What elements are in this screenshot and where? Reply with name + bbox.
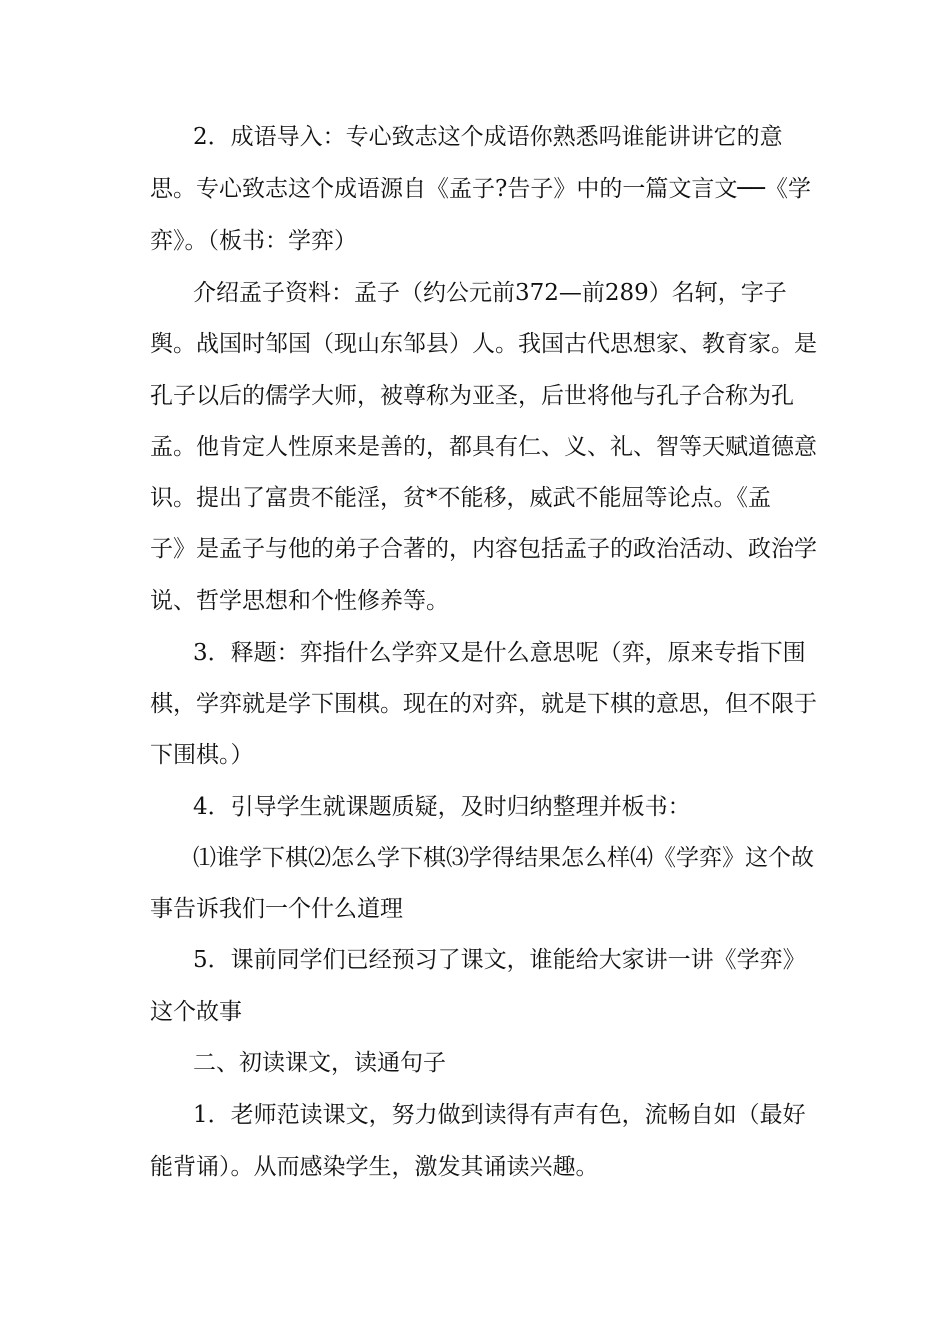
paragraph-line: 3．释题：弈指什么学弈又是什么意思呢（弈，原来专指下围 xyxy=(193,640,806,666)
paragraph-line: 说、哲学思想和个性修养等。 xyxy=(150,588,449,614)
paragraph-line: 识。提出了富贵不能淫，贫*不能移，威武不能屈等论点。《孟 xyxy=(150,485,771,511)
paragraph-line: 舆。战国时邹国（现山东邹县）人。我国古代思想家、教育家。是 xyxy=(150,331,817,357)
paragraph-line: 4．引导学生就课题质疑，及时归纳整理并板书： xyxy=(193,794,691,820)
paragraph-line: 5．课前同学们已经预习了课文，谁能给大家讲一讲《学弈》 xyxy=(193,947,806,973)
paragraph-line: 孟。他肯定人性原来是善的，都具有仁、义、礼、智等天赋道德意 xyxy=(150,434,817,460)
section-heading: 二、初读课文，读通句子 xyxy=(193,1050,446,1076)
paragraph-line: 子》是孟子与他的弟子合著的，内容包括孟子的政治活动、政治学 xyxy=(150,536,817,562)
paragraph-line: ⑴谁学下棋⑵怎么学下棋⑶学得结果怎么样⑷《学弈》这个故 xyxy=(193,845,814,871)
paragraph-line: 棋，学弈就是学下围棋。现在的对弈，就是下棋的意思，但不限于 xyxy=(150,691,817,717)
paragraph-line: 孔子以后的儒学大师，被尊称为亚圣，后世将他与孔子合称为孔 xyxy=(150,383,794,409)
paragraph-line: 1．老师范读课文，努力做到读得有声有色，流畅自如（最好 xyxy=(193,1102,806,1128)
paragraph-line: 弈》。（板书：学弈） xyxy=(150,228,357,254)
paragraph-line: 思。专心致志这个成语源自《孟子?告子》中的一篇文言文──《学 xyxy=(150,176,812,202)
paragraph-line: 这个故事 xyxy=(150,999,242,1025)
paragraph-line: 事告诉我们一个什么道理 xyxy=(150,896,403,922)
paragraph-line: 能背诵）。从而感染学生，激发其诵读兴趣。 xyxy=(150,1154,599,1180)
paragraph-line: 2．成语导入：专心致志这个成语你熟悉吗谁能讲讲它的意 xyxy=(193,124,783,150)
paragraph-line: 介绍孟子资料：孟子（约公元前372—前289）名轲，字子 xyxy=(193,280,787,306)
paragraph-line: 下围棋。） xyxy=(150,742,254,768)
